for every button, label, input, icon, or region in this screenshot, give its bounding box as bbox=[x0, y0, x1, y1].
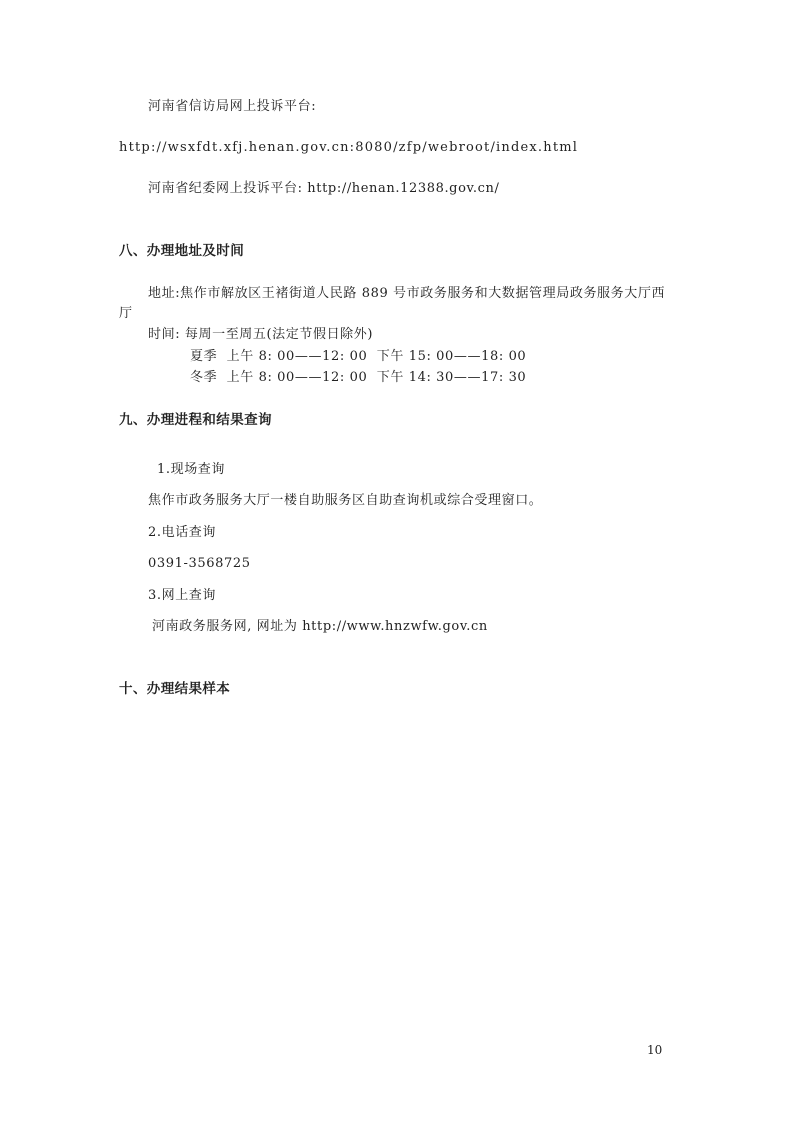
section-9-heading: 九、办理进程和结果查询 bbox=[119, 412, 272, 428]
office-hours-line: 时间: 每周一至周五(法定节假日除外) bbox=[148, 327, 374, 342]
address-line-2: 厅 bbox=[119, 306, 133, 321]
summer-hours: 夏季 上午 8: 00——12: 00 下午 15: 00——18: 00 bbox=[190, 349, 527, 364]
phone-number: 0391-3568725 bbox=[148, 556, 251, 571]
section-8-heading: 八、办理地址及时间 bbox=[119, 243, 245, 259]
letters-bureau-url: http://wsxfdt.xfj.henan.gov.cn:8080/zfp/webroot/index.html bbox=[119, 140, 579, 155]
discipline-complaint-line: 河南省纪委网上投诉平台: http://henan.12388.gov.cn/ bbox=[148, 181, 500, 196]
phone-query-label: 2.电话查询 bbox=[148, 525, 217, 540]
onsite-query-label: 1.现场查询 bbox=[157, 462, 226, 477]
winter-hours: 冬季 上午 8: 00——12: 00 下午 14: 30——17: 30 bbox=[190, 370, 527, 385]
online-query-text: 河南政务服务网, 网址为 http://www.hnzwfw.gov.cn bbox=[152, 619, 488, 634]
letters-bureau-label: 河南省信访局网上投诉平台: bbox=[148, 99, 317, 114]
online-query-label: 3.网上查询 bbox=[148, 588, 217, 603]
onsite-query-text: 焦作市政务服务大厅一楼自助服务区自助查询机或综合受理窗口。 bbox=[148, 493, 543, 508]
section-10-heading: 十、办理结果样本 bbox=[119, 681, 231, 697]
address-line-1: 地址:焦作市解放区王褚街道人民路 889 号市政务服务和大数据管理局政务服务大厅西 bbox=[148, 286, 666, 301]
page-number: 10 bbox=[647, 1043, 663, 1057]
